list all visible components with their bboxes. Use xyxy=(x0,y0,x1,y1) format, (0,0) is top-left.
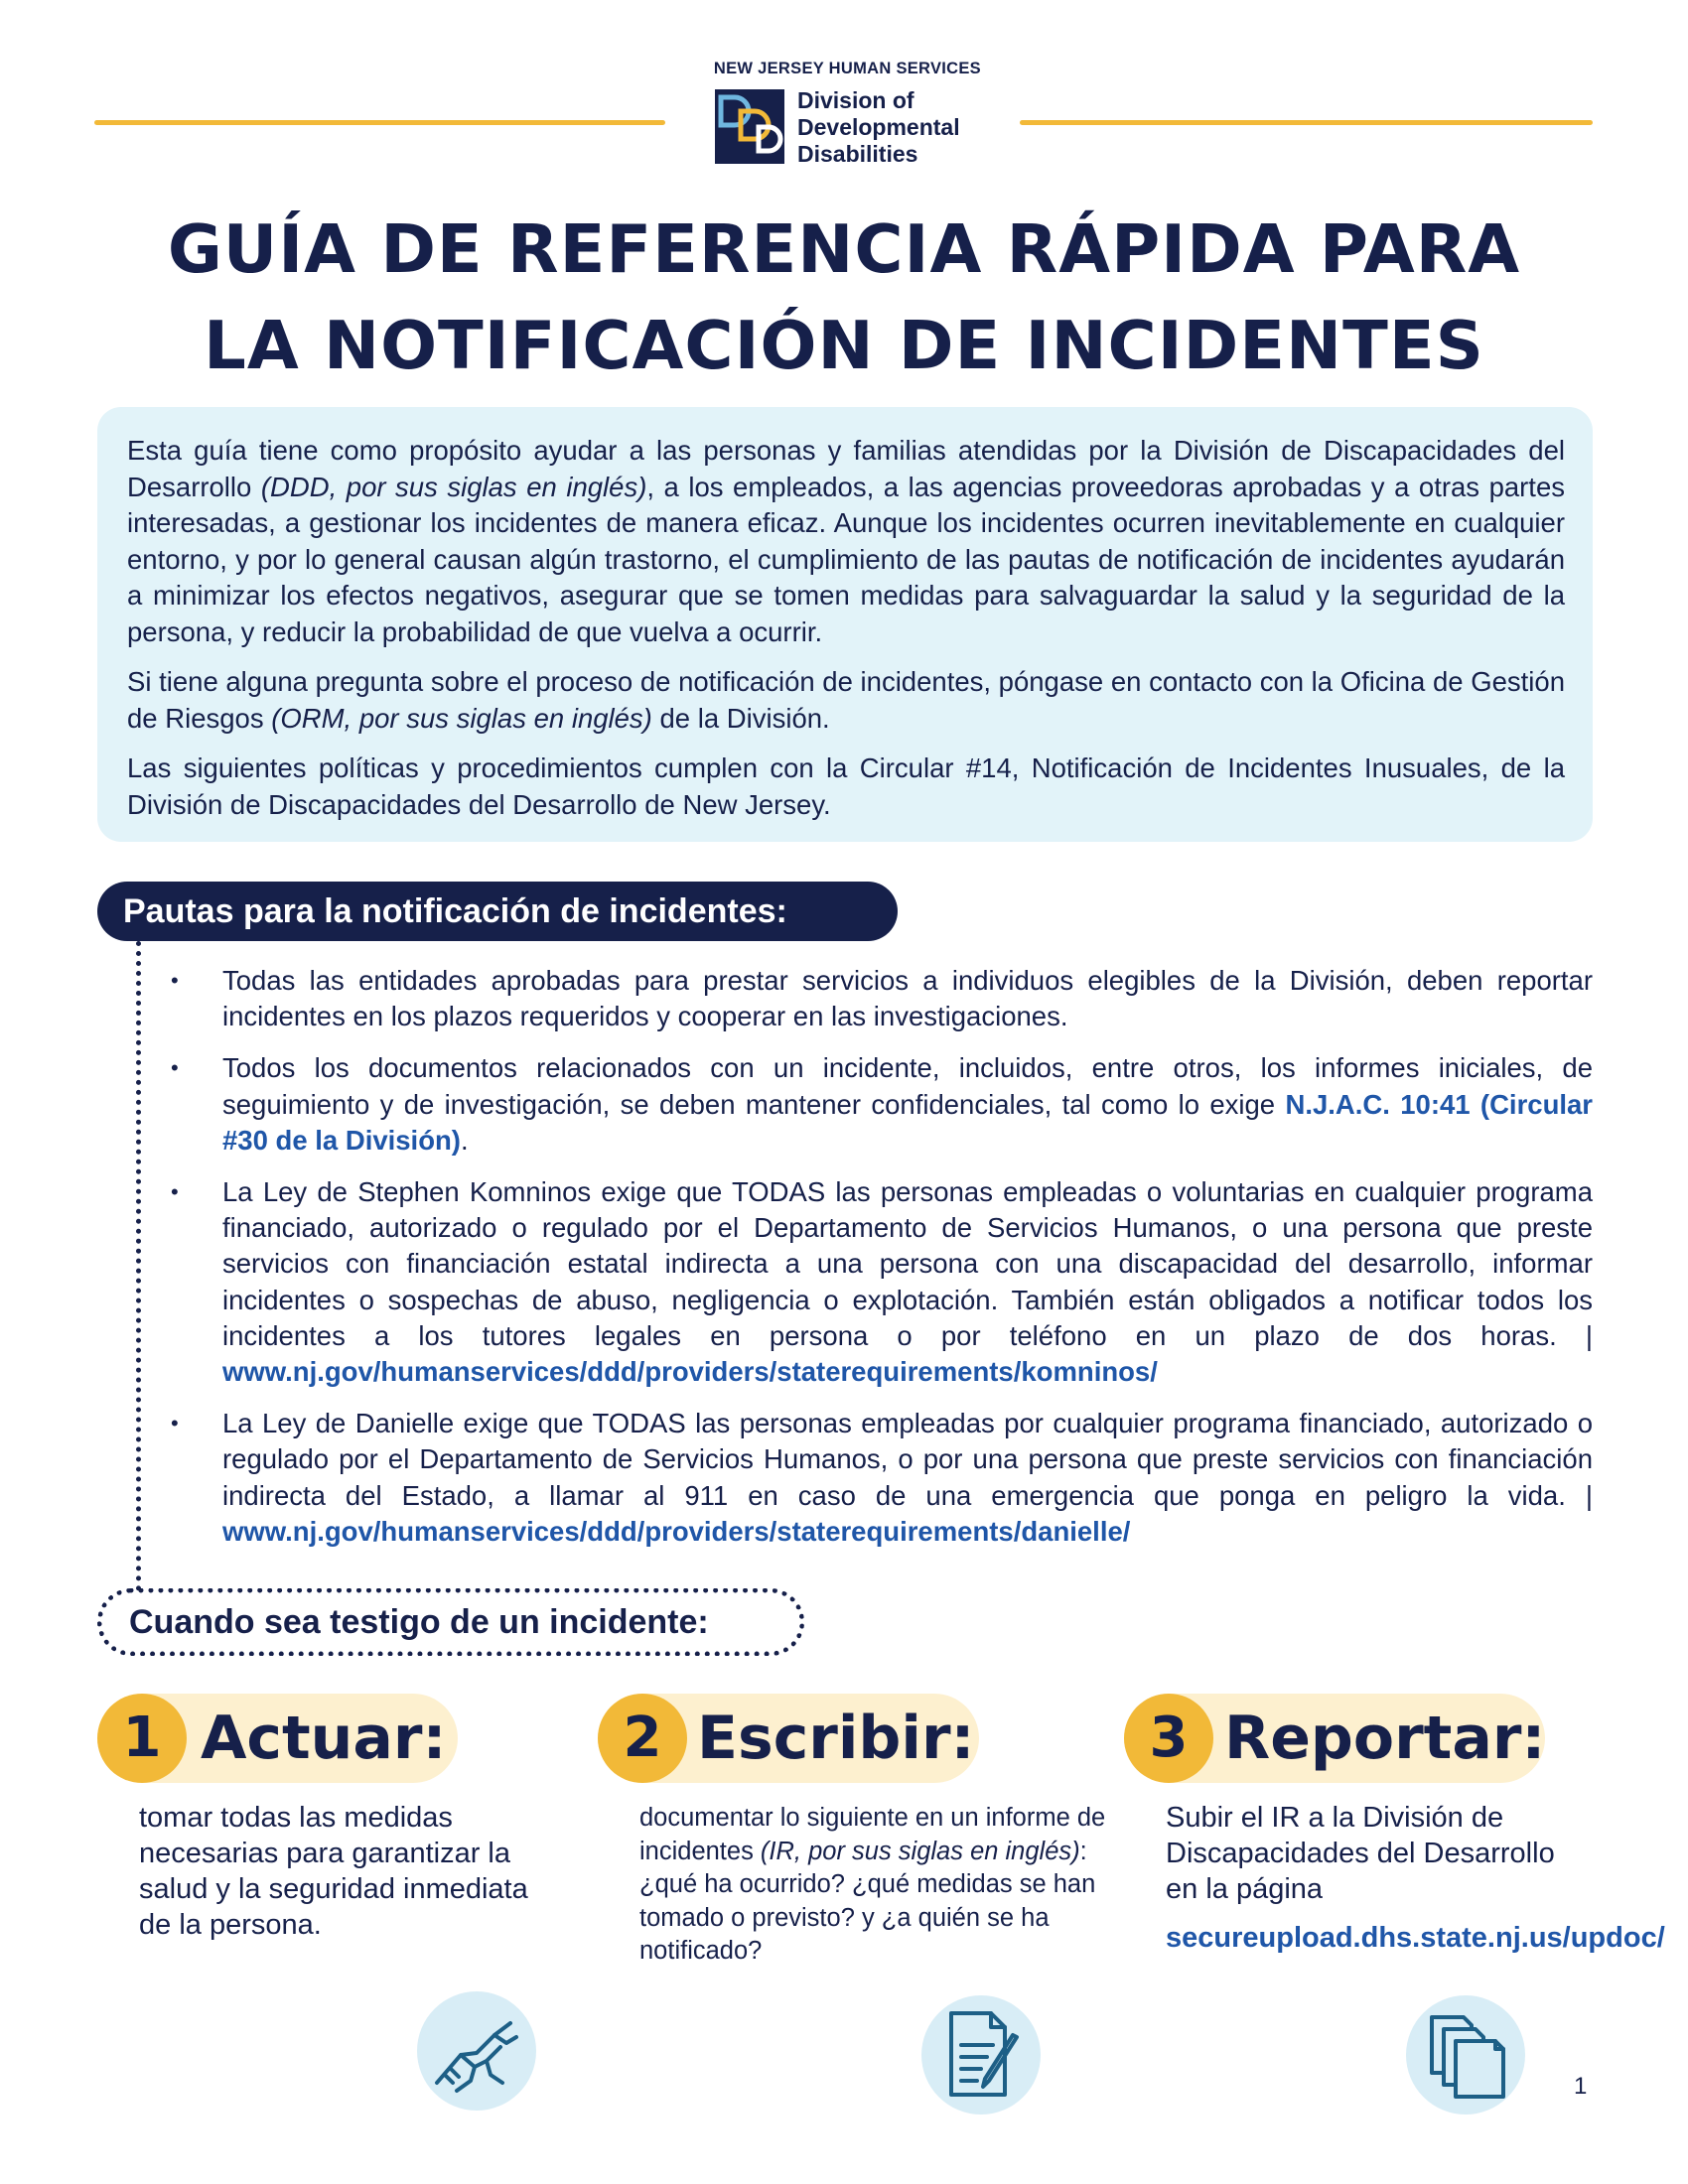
step-2-number: 2 xyxy=(598,1694,687,1783)
witness-heading: Cuando sea testigo de un incidente: xyxy=(97,1588,804,1656)
step-3-text: Subir el IR a la División de Discapacidades del Desarrollo en la página xyxy=(1166,1802,1555,1905)
division-name xyxy=(797,87,960,168)
step-1-number: 1 xyxy=(97,1694,187,1783)
bullet-3-text: La Ley de Stephen Komninos exige que TODAS las personas empleadas o voluntarias en cualquier programa financiado, autorizado o regulado por el Departamento de Servicios Humanos, o una persona que preste servicios con financiación estatal indirecta a una persona con una discapacidad del desarrollo, informar incidentes o sospechas de abuso, negligencia o explotación. También están obligados a notificar todos los incidentes a los tutores legales en persona o por teléfono en un plazo de dos horas. | xyxy=(222,1176,1593,1351)
bullet-1-text: Todas las entidades aprobadas para prestar servicios a individuos elegibles de la División, deben reportar incidentes en los plazos requeridos y cooperar en las investigaciones. xyxy=(222,965,1593,1032)
intro-p2-text-end: de la División. xyxy=(651,702,830,734)
bullet-icon: • xyxy=(171,1055,179,1081)
dotted-connector xyxy=(136,941,141,1591)
intro-paragraph-1 xyxy=(127,433,1565,650)
intro-p2-text: Si tiene alguna pregunta sobre el proceso de notificación de incidentes, póngase en contacto con la Oficina de Gestión de Riesgos xyxy=(127,666,1565,734)
step-1-title: Actuar: xyxy=(201,1704,447,1773)
step-2-text-end: : ¿qué ha ocurrido? ¿qué medidas se han tomado o previsto? y ¿a quién se ha notificado? xyxy=(639,1837,1096,1965)
step-2-title: Escribir: xyxy=(697,1704,975,1773)
title-line-2: LA NOTIFICACIÓN DE INCIDENTES xyxy=(204,307,1484,384)
intro-paragraph-2 xyxy=(127,664,1565,737)
document-pen-icon-svg xyxy=(921,1995,1041,2115)
bullet-icon: • xyxy=(171,968,179,993)
step-3-description xyxy=(1166,1800,1665,1957)
intro-box xyxy=(97,407,1593,842)
step-2-emphasis: (IR, por sus siglas en inglés) xyxy=(760,1837,1080,1865)
danielle-link[interactable]: www.nj.gov/humanservices/ddd/providers/staterequirements/danielle/ xyxy=(222,1515,1131,1547)
bullet-2-text: Todos los documentos relacionados con un incidente, incluidos, entre otros, los informes iniciales, de seguimiento y de investigación, se deben mantener confidenciales, tal como lo exige xyxy=(222,1052,1593,1120)
agency-name: NEW JERSEY HUMAN SERVICES xyxy=(713,60,981,77)
step-3-title: Reportar: xyxy=(1224,1704,1546,1773)
guidelines-heading: Pautas para la notificación de incidentes: xyxy=(97,882,898,941)
ddd-logo xyxy=(715,89,784,164)
guidelines-list xyxy=(171,963,1593,1566)
intro-p1-text: Esta guía tiene como propósito ayudar a las personas y familias atendidas por la División de Discapacidades del Desarrollo xyxy=(127,435,1565,502)
header-rule-left xyxy=(94,120,665,125)
intro-p1-text-end: , a los empleados, a las agencias proveedoras aprobadas y a otras partes interesadas, a gestionar los incidentes de manera eficaz. Aunque los incidentes ocurren inevitablemente en cualquier entorno, y por lo general causan algún trastorno, el cumplimiento de las pautas de notificación de incidentes ayudarán a minimizar los efectos negativos, asegurar que se tomen medidas para salvaguardar la salud y la seguridad de la persona, y reducir la probabilidad de que vuelva a ocurrir. xyxy=(127,471,1565,647)
step-2-description xyxy=(639,1802,1106,1969)
bullet-icon: • xyxy=(171,1179,179,1205)
step-2-text: documentar lo siguiente en un informe de incidentes xyxy=(639,1804,1106,1865)
komninos-link[interactable]: www.nj.gov/humanservices/ddd/providers/staterequirements/komninos/ xyxy=(222,1356,1158,1388)
step-3-number: 3 xyxy=(1124,1694,1213,1783)
bullet-icon: • xyxy=(171,1411,179,1436)
page-title xyxy=(60,202,1628,394)
handshake-icon-svg xyxy=(417,1991,536,2111)
intro-paragraph-3: Las siguientes políticas y procedimientos cumplen con la Circular #14, Notificación de Incidentes Inusuales, de la División de Discapacidades del Desarrollo de New Jersey. xyxy=(127,752,1565,820)
division-line-1: Division of xyxy=(797,87,914,113)
list-item xyxy=(171,963,1593,1034)
intro-p2-emphasis: (ORM, por sus siglas en inglés) xyxy=(271,702,652,734)
list-item xyxy=(171,1174,1593,1390)
title-line-1: GUÍA DE REFERENCIA RÁPIDA PARA xyxy=(167,210,1521,288)
bullet-4-text: La Ley de Danielle exige que TODAS las personas empleadas por cualquier programa financiado, autorizado o regulado por el Departamento de Servicios Humanos, o por una persona que preste servicios con financiación indirecta del Estado, a llamar al 911 en caso de una emergencia que ponga en peligro la vida. | xyxy=(222,1408,1593,1511)
header-rule-right xyxy=(1020,120,1593,125)
division-line-3: Disabilities xyxy=(797,141,918,167)
secure-upload-link[interactable]: secureupload.dhs.state.nj.us/updoc/ xyxy=(1166,1922,1665,1954)
handshake-icon xyxy=(417,1991,536,2111)
folder-files-icon xyxy=(1406,1995,1525,2115)
njac-link[interactable]: N.J.A.C. 10:41 (Circular #30 de la División) xyxy=(222,1088,1594,1156)
step-1-description: tomar todas las medidas necesarias para garantizar la salud y la seguridad inmediata de la persona. xyxy=(139,1802,528,1941)
intro-p1-emphasis: (DDD, por sus siglas en inglés) xyxy=(260,471,647,502)
folder-files-icon-svg xyxy=(1406,1995,1525,2115)
bullet-2-end: . xyxy=(460,1124,469,1156)
ddd-logo-icon xyxy=(715,89,784,164)
document-pen-icon xyxy=(921,1995,1041,2115)
list-item xyxy=(171,1406,1593,1550)
page-number: 1 xyxy=(1574,2073,1588,2100)
division-line-2: Developmental xyxy=(797,114,960,140)
list-item xyxy=(171,1050,1593,1159)
